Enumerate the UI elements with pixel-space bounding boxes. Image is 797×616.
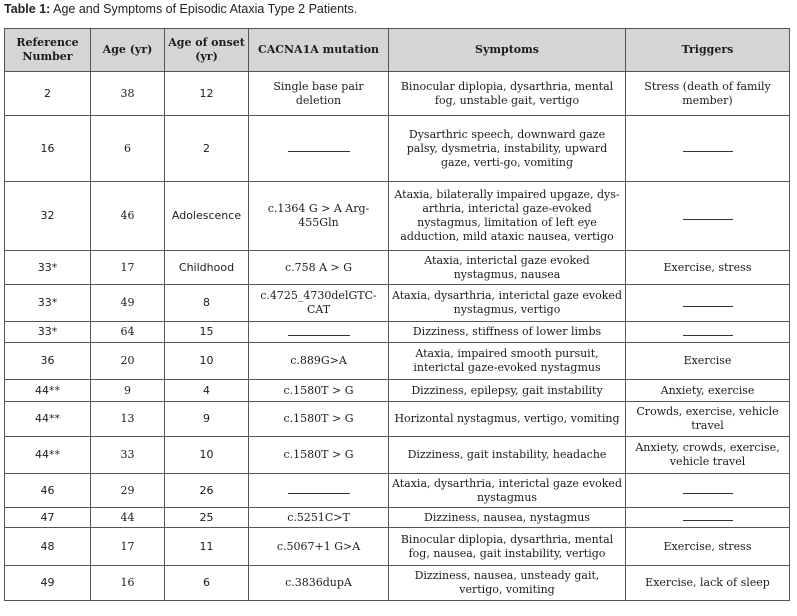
cell-symptoms: Dizziness, nausea, nystagmus — [389, 508, 626, 528]
blank-line — [683, 141, 733, 152]
table-row — [5, 380, 790, 402]
cell-triggers: Exercise — [626, 343, 790, 380]
cell-cacna1a-mutation — [249, 322, 389, 343]
cell-age-of-onset: 9 — [165, 402, 249, 437]
header-row — [5, 29, 790, 72]
cell-cacna1a-mutation — [249, 116, 389, 182]
cell-reference-number: 49 — [5, 566, 91, 601]
cell-triggers — [626, 285, 790, 322]
cell-age-of-onset: 15 — [165, 322, 249, 343]
cell-age: 20 — [91, 343, 165, 380]
ataxia-table — [4, 28, 790, 601]
cell-symptoms: Binocular diplopia, dysarthria, mental fog, nausea, gait instability, vertigo — [389, 528, 626, 566]
cell-reference-number: 32 — [5, 182, 91, 251]
cell-triggers: Anxiety, exercise — [626, 380, 790, 402]
cell-reference-number: 44** — [5, 437, 91, 474]
blank-line — [288, 325, 350, 336]
table-row — [5, 528, 790, 566]
blank-line — [683, 296, 733, 307]
cell-reference-number: 33* — [5, 251, 91, 285]
cell-triggers: Crowds, exercise, vehicle travel — [626, 402, 790, 437]
cell-triggers — [626, 508, 790, 528]
table-row — [5, 508, 790, 528]
cell-cacna1a-mutation: c.889G>A — [249, 343, 389, 380]
table-caption — [4, 2, 357, 16]
cell-reference-number: 36 — [5, 343, 91, 380]
table-caption-text: Age and Symptoms of Episodic Ataxia Type 2 Patients. — [53, 2, 358, 16]
table-row — [5, 285, 790, 322]
cell-age: 64 — [91, 322, 165, 343]
cell-cacna1a-mutation: c.1580T > G — [249, 380, 389, 402]
header-age-of-onset: Age of onset (yr) — [165, 29, 249, 72]
cell-age: 33 — [91, 437, 165, 474]
cell-reference-number: 46 — [5, 474, 91, 508]
cell-age-of-onset: Adolescence — [165, 182, 249, 251]
cell-reference-number: 16 — [5, 116, 91, 182]
cell-age: 6 — [91, 116, 165, 182]
blank-line — [288, 141, 350, 152]
table-caption-label: Table 1: — [4, 2, 51, 16]
cell-cacna1a-mutation: c.5067+1 G>A — [249, 528, 389, 566]
cell-age-of-onset: Childhood — [165, 251, 249, 285]
cell-age: 17 — [91, 528, 165, 566]
header-symptoms: Symptoms — [389, 29, 626, 72]
cell-triggers: Exercise, stress — [626, 528, 790, 566]
table-row — [5, 322, 790, 343]
cell-reference-number: 47 — [5, 508, 91, 528]
cell-cacna1a-mutation: c.1364 G > A Arg-455Gln — [249, 182, 389, 251]
blank-line — [683, 325, 733, 336]
table-row — [5, 566, 790, 601]
cell-age: 38 — [91, 72, 165, 116]
cell-symptoms: Ataxia, dysarthria, interictal gaze evoked nystagmus, vertigo — [389, 285, 626, 322]
cell-symptoms: Ataxia, bilaterally impaired upgaze, dys-arthria, interictal gaze-evoked nystagmus, limitation of left eye adduction, mild ataxic nausea, vertigo — [389, 182, 626, 251]
cell-symptoms: Ataxia, interictal gaze evoked nystagmus, nausea — [389, 251, 626, 285]
cell-reference-number: 33* — [5, 285, 91, 322]
cell-reference-number: 44** — [5, 380, 91, 402]
header-cacna1a-mutation: CACNA1A mutation — [249, 29, 389, 72]
cell-symptoms: Dizziness, gait instability, headache — [389, 437, 626, 474]
cell-reference-number: 2 — [5, 72, 91, 116]
table-row — [5, 182, 790, 251]
cell-age-of-onset: 2 — [165, 116, 249, 182]
cell-symptoms: Dizziness, epilepsy, gait instability — [389, 380, 626, 402]
cell-age-of-onset: 8 — [165, 285, 249, 322]
cell-age-of-onset: 10 — [165, 343, 249, 380]
header-triggers: Triggers — [626, 29, 790, 72]
cell-symptoms: Dizziness, stiffness of lower limbs — [389, 322, 626, 343]
cell-triggers — [626, 182, 790, 251]
cell-symptoms: Horizontal nystagmus, vertigo, vomiting — [389, 402, 626, 437]
cell-symptoms: Dizziness, nausea, unsteady gait, vertigo, vomiting — [389, 566, 626, 601]
cell-cacna1a-mutation: c.5251C>T — [249, 508, 389, 528]
cell-reference-number: 48 — [5, 528, 91, 566]
table-row — [5, 343, 790, 380]
cell-reference-number: 33* — [5, 322, 91, 343]
cell-symptoms: Ataxia, dysarthria, interictal gaze evoked nystagmus — [389, 474, 626, 508]
cell-cacna1a-mutation: c.1580T > G — [249, 402, 389, 437]
cell-triggers: Exercise, stress — [626, 251, 790, 285]
cell-triggers — [626, 322, 790, 343]
table-row — [5, 402, 790, 437]
cell-age-of-onset: 10 — [165, 437, 249, 474]
table-row — [5, 251, 790, 285]
cell-symptoms: Binocular diplopia, dysarthria, mental fog, unstable gait, vertigo — [389, 72, 626, 116]
cell-age-of-onset: 6 — [165, 566, 249, 601]
cell-triggers: Anxiety, crowds, exercise, vehicle travel — [626, 437, 790, 474]
cell-age: 13 — [91, 402, 165, 437]
cell-age: 46 — [91, 182, 165, 251]
cell-triggers: Stress (death of family member) — [626, 72, 790, 116]
blank-line — [683, 483, 733, 494]
cell-age-of-onset: 26 — [165, 474, 249, 508]
cell-cacna1a-mutation — [249, 474, 389, 508]
cell-cacna1a-mutation: c.1580T > G — [249, 437, 389, 474]
cell-cacna1a-mutation: Single base pair deletion — [249, 72, 389, 116]
cell-triggers — [626, 116, 790, 182]
blank-line — [683, 209, 733, 220]
cell-cacna1a-mutation: c.3836dupA — [249, 566, 389, 601]
cell-triggers: Exercise, lack of sleep — [626, 566, 790, 601]
cell-cacna1a-mutation: c.4725_4730delGTC-CAT — [249, 285, 389, 322]
blank-line — [288, 483, 350, 494]
table-row — [5, 72, 790, 116]
cell-age: 44 — [91, 508, 165, 528]
cell-age: 17 — [91, 251, 165, 285]
cell-age: 29 — [91, 474, 165, 508]
cell-age-of-onset: 12 — [165, 72, 249, 116]
cell-age: 16 — [91, 566, 165, 601]
cell-age: 49 — [91, 285, 165, 322]
table-row — [5, 116, 790, 182]
cell-symptoms: Ataxia, impaired smooth pursuit, interictal gaze-evoked nystagmus — [389, 343, 626, 380]
cell-cacna1a-mutation: c.758 A > G — [249, 251, 389, 285]
blank-line — [683, 510, 733, 521]
table-row — [5, 474, 790, 508]
cell-age-of-onset: 11 — [165, 528, 249, 566]
cell-age: 9 — [91, 380, 165, 402]
cell-reference-number: 44** — [5, 402, 91, 437]
cell-triggers — [626, 474, 790, 508]
header-reference-number: Reference Number — [5, 29, 91, 72]
cell-age-of-onset: 4 — [165, 380, 249, 402]
cell-age-of-onset: 25 — [165, 508, 249, 528]
header-age: Age (yr) — [91, 29, 165, 72]
table-row — [5, 437, 790, 474]
cell-symptoms: Dysarthric speech, downward gaze palsy, dysmetria, instability, upward gaze, verti-go, vomiting — [389, 116, 626, 182]
